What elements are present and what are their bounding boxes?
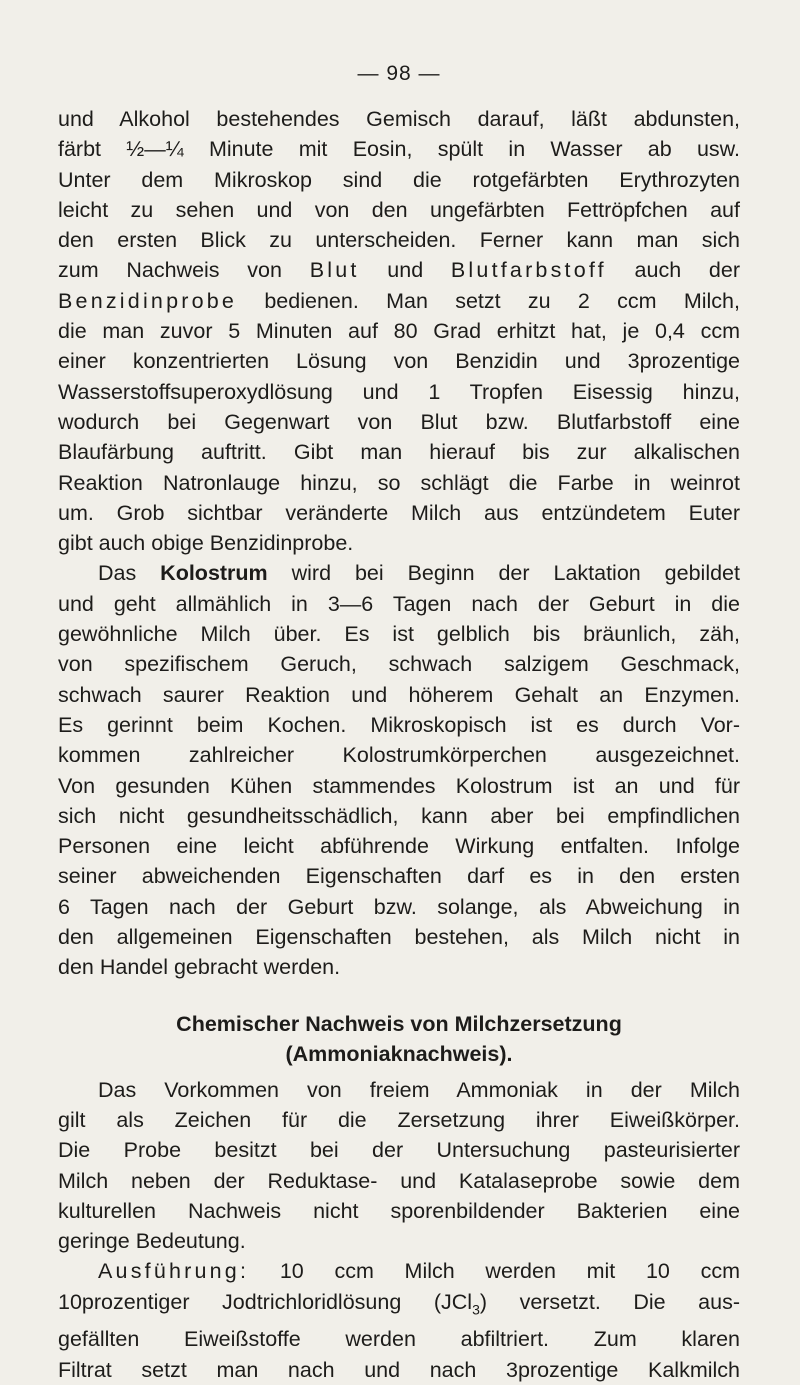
spaced-term-blutfarbstoff: Blutfarbstoff bbox=[450, 258, 607, 283]
heading-line: Chemischer Nachweis von Milchzersetzung bbox=[176, 1011, 622, 1036]
text-line: 6 Tagen nach der Geburt bzw. solange, als Abweichung in bbox=[58, 894, 740, 919]
text-line: den allgemeinen Eigenschaften bestehen, als Milch nicht in bbox=[58, 925, 740, 950]
text-line: Blaufärbung auftritt. Gibt man hierauf bis zur alkalischen bbox=[58, 440, 740, 465]
heading-line: (Ammoniaknachweis). bbox=[285, 1041, 513, 1066]
text-line bbox=[58, 286, 740, 316]
text-line: geringe Bedeutung. bbox=[58, 1229, 246, 1254]
page-number: — 98 — bbox=[357, 62, 441, 85]
text-line: die man zuvor 5 Minuten auf 80 Grad erhitzt hat, je 0,4 ccm bbox=[58, 319, 740, 344]
text-line: Unter dem Mikroskop sind die rotgefärbten Erythrozyten bbox=[58, 167, 740, 192]
text-line: gewöhnliche Milch über. Es ist gelblich bis bräunlich, zäh, bbox=[58, 622, 740, 647]
text-line: den Handel gebracht werden. bbox=[58, 955, 341, 980]
text-line: von spezifischem Geruch, schwach salzigem Geschmack, bbox=[58, 652, 740, 677]
bold-term-kolostrum: Kolostrum bbox=[160, 561, 268, 586]
text-line: Wasserstoffsuperoxydlösung und 1 Tropfen Eisessig hinzu, bbox=[58, 379, 740, 404]
text-line: Milch neben der Reduktase- und Katalaseprobe sowie dem bbox=[58, 1168, 740, 1193]
text-segment: Das bbox=[98, 561, 161, 586]
text-line: Filtrat setzt man nach und nach 3prozentige Kalkmilch bbox=[58, 1357, 740, 1382]
text-line: wodurch bei Gegenwart von Blut bzw. Blutfarbstoff eine bbox=[58, 409, 740, 434]
spaced-term-ausfuehrung: Ausführung: bbox=[98, 1259, 250, 1284]
text-segment: 10prozentiger Jodtrichloridlösung (JCl bbox=[58, 1289, 473, 1314]
text-line: Das Vorkommen von freiem Ammoniak in der Milch bbox=[98, 1077, 740, 1102]
subscript: 3 bbox=[472, 1300, 480, 1317]
text-line: gilt als Zeichen für die Zersetzung ihrer Eiweißkörper. bbox=[58, 1107, 740, 1132]
text-line bbox=[58, 1256, 740, 1286]
text-line: Personen eine leicht abführende Wirkung entfalten. Infolge bbox=[58, 834, 740, 859]
text-line: Die Probe besitzt bei der Untersuchung pasteurisierter bbox=[58, 1138, 740, 1163]
text-line: Reaktion Natronlauge hinzu, so schlägt die Farbe in weinrot bbox=[58, 470, 740, 495]
text-line: und geht allmählich in 3—6 Tagen nach der Geburt in die bbox=[58, 591, 740, 616]
text-line: sich nicht gesundheitsschädlich, kann aber bei empfindlichen bbox=[58, 803, 740, 828]
text-line bbox=[58, 1287, 740, 1325]
text-segment: ) versetzt. Die aus- bbox=[479, 1289, 740, 1314]
text-line: leicht zu sehen und von den ungefärbten Fettröpfchen auf bbox=[58, 197, 740, 222]
text-line: färbt ½—¼ Minute mit Eosin, spült in Wasser ab usw. bbox=[58, 137, 740, 162]
paragraph-procedure bbox=[58, 1256, 740, 1384]
text-line: kulturellen Nachweis nicht sporenbildender Bakterien eine bbox=[58, 1198, 740, 1223]
text-line bbox=[58, 558, 740, 588]
document-page bbox=[58, 62, 740, 1385]
text-segment: bedienen. Man setzt zu 2 ccm Milch, bbox=[237, 288, 740, 313]
text-line: einer konzentrierten Lösung von Benzidin und 3prozentige bbox=[58, 349, 740, 374]
paragraph-ammonia bbox=[58, 1075, 740, 1257]
text-line: schwach saurer Reaktion und höherem Gehalt an Enzymen. bbox=[58, 682, 740, 707]
text-segment: 10 ccm Milch werden mit 10 ccm bbox=[249, 1259, 740, 1284]
spaced-term-benzidinprobe: Benzidinprobe bbox=[58, 288, 238, 313]
paragraph-blood-test bbox=[58, 104, 740, 558]
text-line: Von gesunden Kühen stammendes Kolostrum ist an und für bbox=[58, 773, 740, 798]
text-line bbox=[58, 255, 740, 285]
text-segment: und bbox=[359, 258, 451, 283]
text-segment: zum Nachweis von bbox=[58, 258, 310, 283]
text-line: seiner abweichenden Eigenschaften darf es in den ersten bbox=[58, 864, 740, 889]
paragraph-kolostrum bbox=[58, 558, 740, 982]
text-line: und Alkohol bestehendes Gemisch darauf, läßt abdunsten, bbox=[58, 107, 740, 131]
text-line: Es gerinnt beim Kochen. Mikroskopisch ist es durch Vor- bbox=[58, 712, 740, 737]
spaced-term-blut: Blut bbox=[309, 258, 360, 283]
text-line: um. Grob sichtbar veränderte Milch aus entzündetem Euter bbox=[58, 500, 740, 525]
text-line: gefällten Eiweißstoffe werden abfiltriert. Zum klaren bbox=[58, 1327, 740, 1352]
text-line: den ersten Blick zu unterscheiden. Ferner kann man sich bbox=[58, 228, 740, 253]
text-segment: wird bei Beginn der Laktation gebildet bbox=[267, 561, 740, 586]
text-line: gibt auch obige Benzidinprobe. bbox=[58, 531, 354, 556]
text-segment: auch der bbox=[606, 258, 740, 283]
text-line: kommen zahlreicher Kolostrumkörperchen ausgezeichnet. bbox=[58, 743, 740, 768]
section-heading bbox=[58, 1009, 740, 1069]
